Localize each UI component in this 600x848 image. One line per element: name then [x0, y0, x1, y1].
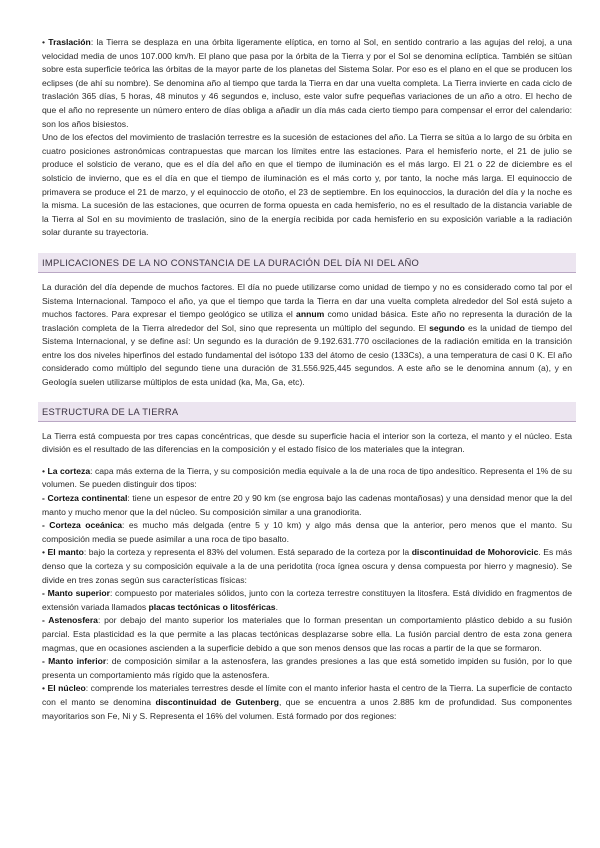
manto-paragraph: • El manto: bajo la corteza y representa el 83% del volumen. Está separado de la corteza por la discontinuidad de Mohorovicic. Es más denso que la corteza y su composición equivale a la de una peridotita (roca ígnea oscura y densa compuesta por hierro y magnesio). Se divide en tres zonas según sus características físicas:: [42, 547, 573, 585]
corteza-term: La corteza: [47, 465, 91, 476]
estaciones-paragraph: Uno de los efectos del movimiento de traslación terrestre es la sucesión de estaciones del año. La Tierra se sitúa a lo largo de su órbita en cuatro posiciones astronómicas contrapuestas que marcan los límites entre las estaciones. Para el hemisferio norte, el 21 de julio se produce el solsticio de verano, que es el día del año en que el tiempo de iluminación es el más largo. El 21 o 22 de diciembre es el solsticio de invierno, que es el día en que el tiempo de iluminación es el más corto y, por tanto, la noche más larga. El equinoccio de primavera se produce el 21 de marzo, y el equinoccio de otoño, el 23 de septiembre. En los equinoccios, la duración del día y la noche es la misma. La sucesión de las estaciones, que ocurren de forma opuesta en cada hemisferio, no es el resultado de la distancia variable de la Tierra al Sol en su movimiento de traslación, sino de la energía recibida por cada hemisferio en su exposición variable a la radiación solar durante su trayectoria.: [42, 132, 572, 238]
corteza-oceanica-term: - Corteza oceánica: [42, 520, 123, 531]
section-header-implicaciones: IMPLICACIONES DE LA NO CONSTANCIA DE LA DURACIÓN DEL DÍA NI DEL AÑO: [38, 253, 576, 273]
implicaciones-paragraph: La duración del día depende de muchos factores. El día no puede utilizarse como unidad de tiempo y no es considerado como tal por el Sistema Internacional. Tampoco el año, ya que el tiempo que tarda la Tierra en dar una vuelta completa alrededor del Sol está sujeto a muchos factores. Para expresar el tiempo geológico se utiliza el annum como unidad básica. Este año no representa la duración de la traslación completa de la Tierra alrededor del Sol, sino que representa un múltiplo del segundo. El segundo es la unidad de tiempo del Sistema Internacional, y se define así: Un segundo es la duración de 9.192.631.770 oscilaciones de la radiación emitida en la transición entre los dos niveles hiperfinos del estado fundamental del isótopo 133 del átomo de cesio (133Cs), a una temperatura de casi 0 K. El año considerado como múltiplo del segundo tiene una duración de 31.556.925,445 segundos. A este año se le denomina annum (a), y en Geología suelen utilizarse múltiplos de esta unidad (ka, Ma, Ga, etc).: [42, 281, 572, 388]
traslacion-text: : la Tierra se desplaza en una órbita ligeramente elíptica, en torno al Sol, en sentido contrario a las agujas del reloj, a una velocidad media de unos 107.000 km/h. El plano que pasa por la órbita de la Tierra y por el Sol se denomina eclíptica. También se sitúan sobre esta superficie teórica las órbitas de la mayor parte de los planetas del Sistema Solar. Por eso es el plano en el que se producen los eclipses (de ahí su nombre). Se denomina año al tiempo que tarda la Tierra en dar una vuelta completa. La Tierra invierte en cada ciclo de traslación 365 días, 5 horas, 48 minutos y 46 segundos e, incluso, este valor sufre pequeñas variaciones de un año a otro. El hecho de que el año no represente un número entero de días obliga a añadir un día más cada cierto tiempo para compensar el error del calendario: son los años bisiestos.: [42, 37, 573, 129]
traslacion-term: Traslación: [48, 37, 91, 47]
bullet: •: [42, 37, 46, 47]
traslacion-paragraph: [42, 36, 572, 131]
manto-term: El manto: [47, 547, 84, 558]
section-header-estructura: ESTRUCTURA DE LA TIERRA: [38, 402, 576, 422]
manto-superior-term: - Manto superior: [42, 588, 110, 599]
manto-inferior-term: - Manto inferior: [42, 656, 107, 667]
manto-inferior-paragraph: - Manto inferior: de composición similar a la astenosfera, las grandes presiones a las que está sometido impiden su fusión, por lo que presenta un comportamiento más rígido que la astenosfera.: [42, 656, 572, 680]
bullet: •: [42, 683, 46, 694]
segundo-term: segundo: [429, 322, 465, 333]
placas-term: placas tectónicas o litosféricas: [148, 601, 276, 612]
annum-term: annum: [296, 309, 325, 320]
nucleo-paragraph: • El núcleo: comprende los materiales terrestres desde el límite con el manto inferior hasta el centro de la Tierra. La superficie de contacto con el manto se denomina discontinuidad de Gutenberg, que se encuentra a unos 2.885 km de profundidad. Sus componentes mayoritarios son Fe, Ni y S. Representa el 16% del volumen. Está formado por dos regiones:: [42, 683, 573, 721]
bullet: •: [42, 465, 46, 476]
mohorovicic-term: discontinuidad de Mohorovicic: [411, 547, 539, 558]
nucleo-term: El núcleo: [47, 683, 86, 694]
bullet: •: [42, 547, 46, 558]
manto-superior-paragraph: - Manto superior: compuesto por materiales sólidos, junto con la corteza terrestre constituyen la litosfera. Está dividido en fragmentos de extensión variada llamados placas tectónicas o litosféricas.: [42, 588, 572, 612]
corteza-paragraph: • La corteza: capa más externa de la Tierra, y su composición media equivale a la de una roca de tipo andesítico. Representa el 1% de su volumen. Se pueden distinguir dos tipos:: [42, 465, 572, 490]
estructura-intro: La Tierra está compuesta por tres capas concéntricas, que desde su superficie hacia el interior son la corteza, el manto y el núcleo. Esta división es el resultado de las diferencias en la composición y el estado físico de los materiales que la integran.: [42, 430, 572, 455]
gutenberg-term: discontinuidad de Gutenberg: [155, 696, 279, 707]
corteza-oceanica-paragraph: - Corteza oceánica: es mucho más delgada (entre 5 y 10 km) y algo más densa que la anterior, pero menos que el manto. Su composición media se puede asimilar a una roca de tipo basalto.: [42, 520, 572, 544]
corteza-continental-term: - Corteza continental: [42, 493, 128, 504]
corteza-continental-paragraph: - Corteza continental: tiene un espesor de entre 20 y 90 km (se engrosa bajo las cadenas montañosas) y una densidad menor que la del manto y mucho menor que la del núcleo. Su composición similar a una granodiorita.: [42, 493, 572, 517]
astenosfera-term: - Astenosfera: [42, 615, 98, 626]
astenosfera-paragraph: - Astenosfera: por debajo del manto superior los materiales que lo forman presentan un comportamiento plástico debido a su fusión parcial. Esta plasticidad es la que permite a las placas tectónicas desplazarse sobre ella. La fusión parcial dentro de esta zona genera magmas, que en ocasiones ascienden a la superficie debido a que son menos densos que las rocas a partir de la que se formaron.: [42, 615, 572, 653]
